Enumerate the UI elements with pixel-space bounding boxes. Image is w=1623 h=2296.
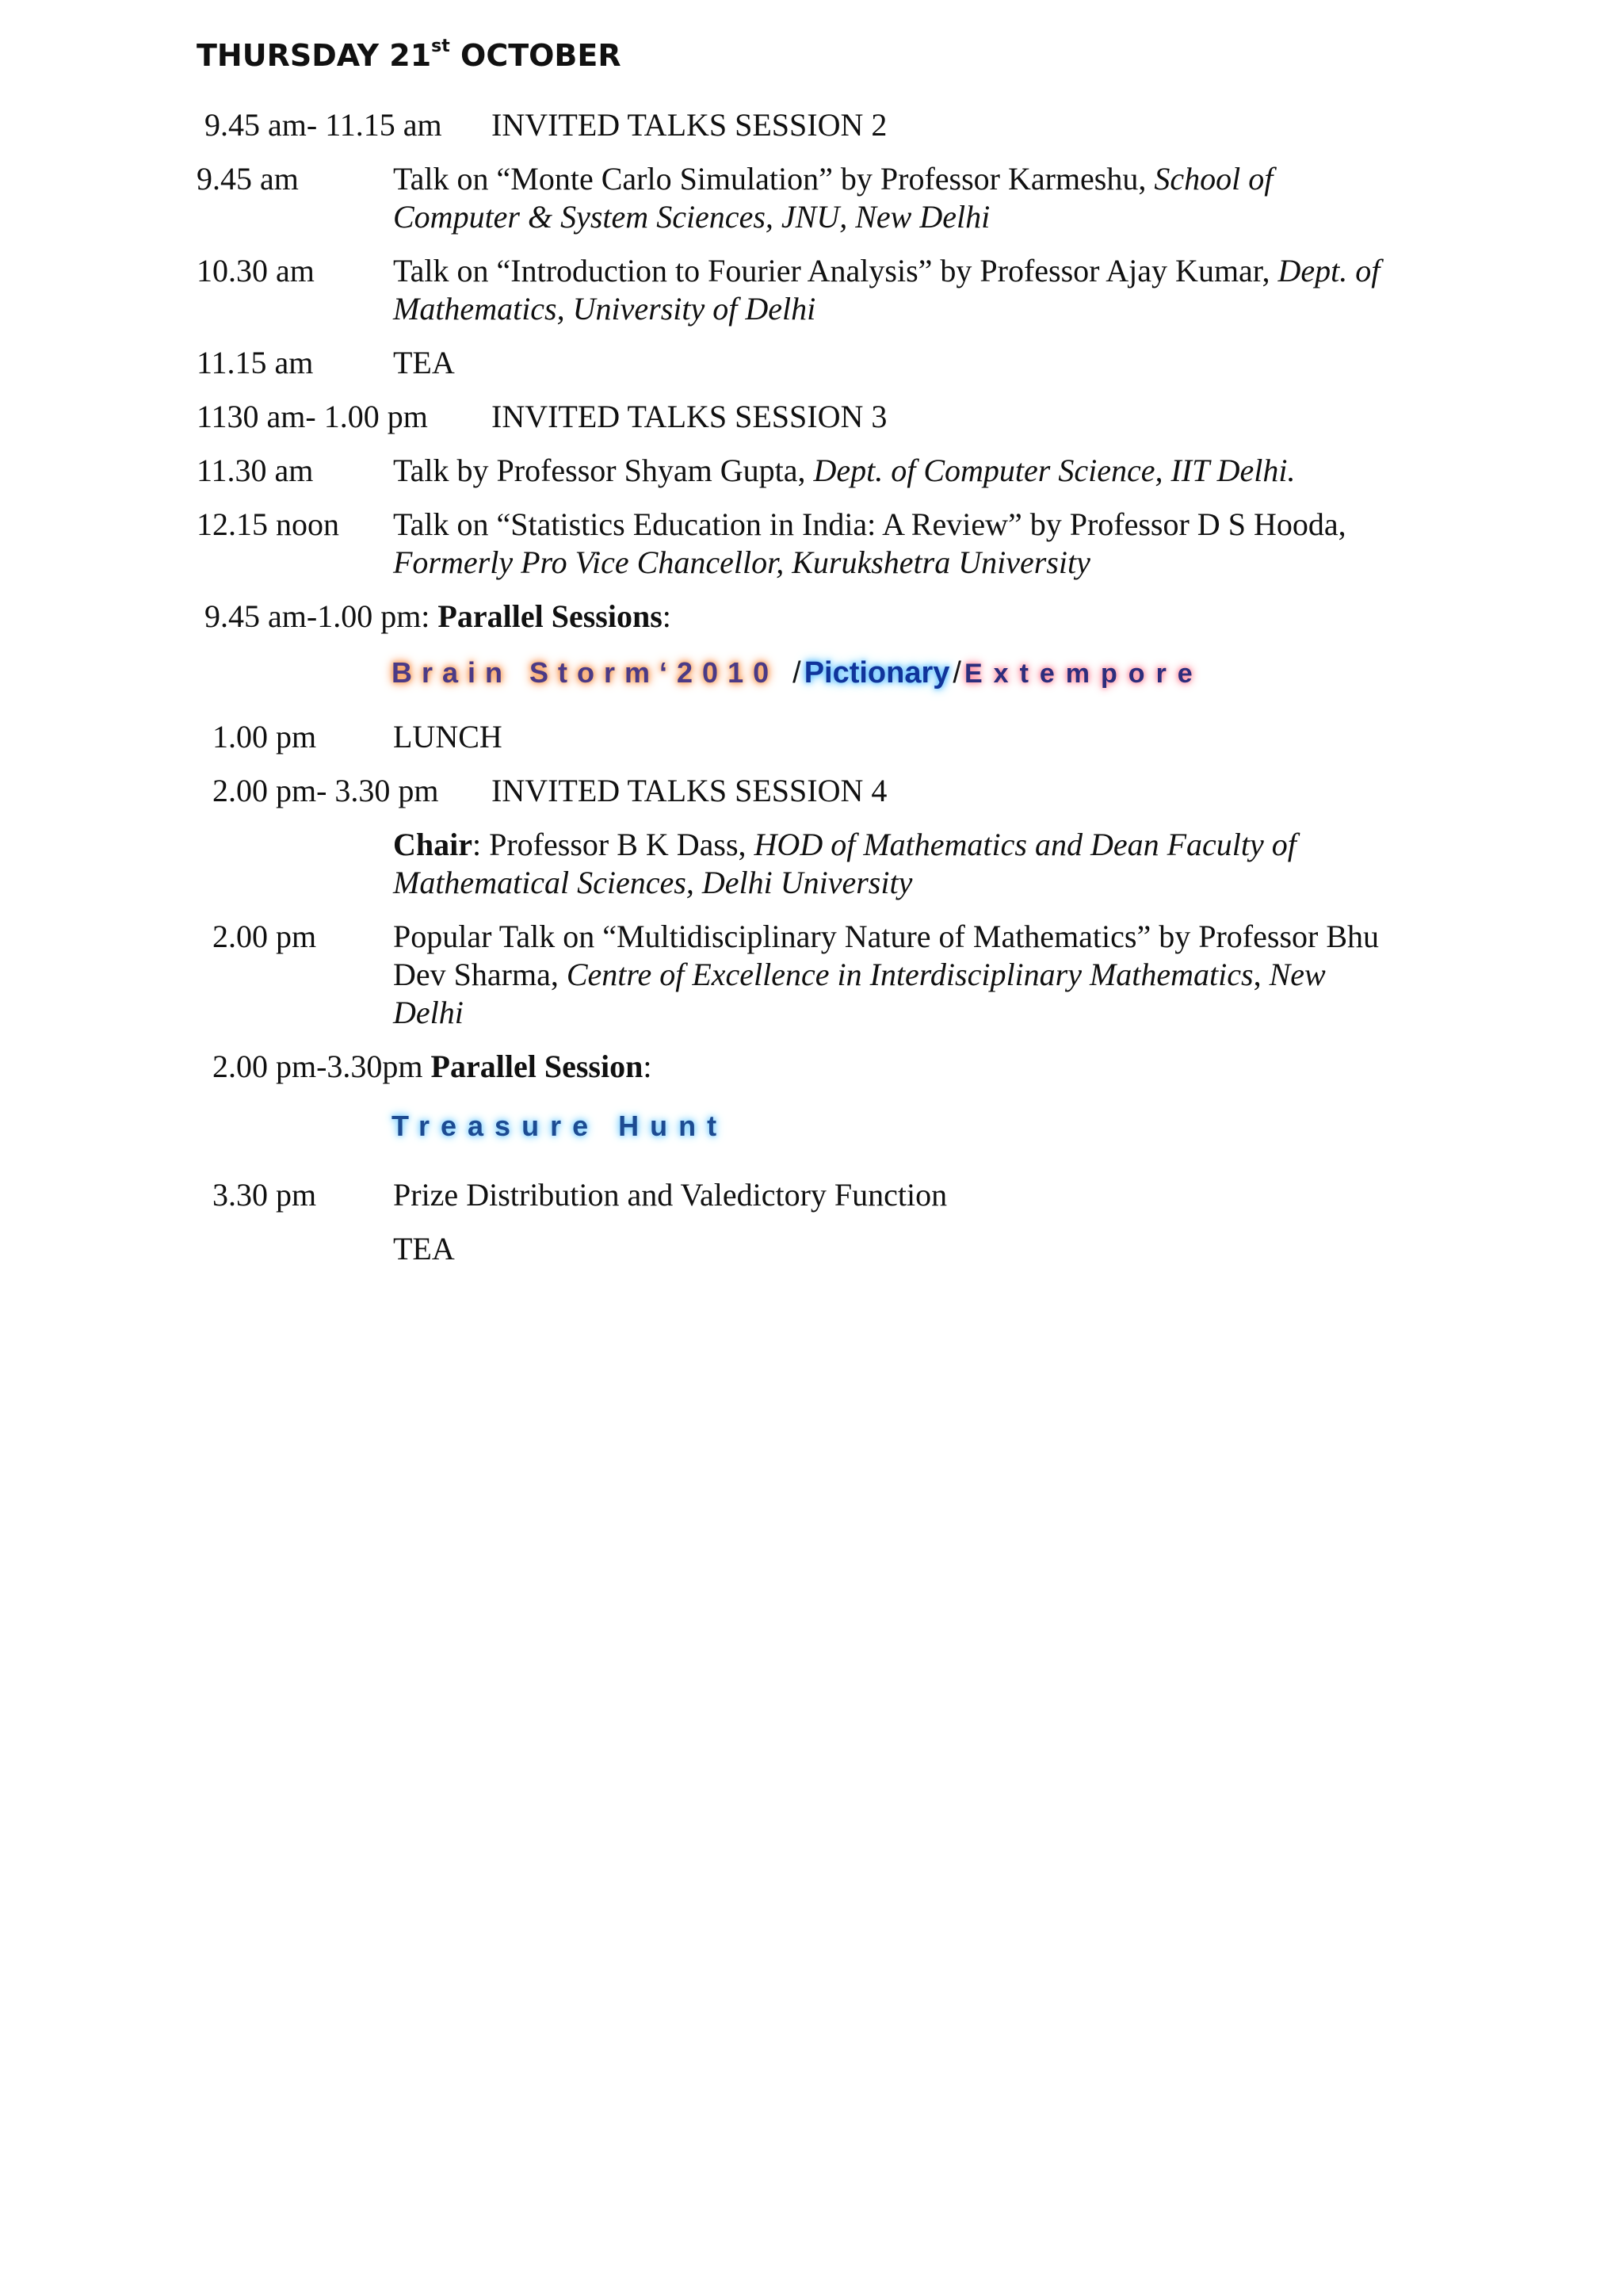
talk-time: 11.30 am xyxy=(197,453,314,488)
talk-affiliation-line xyxy=(393,198,990,236)
heading-month: OCTOBER xyxy=(460,38,621,73)
parallel-label: Parallel Session xyxy=(430,1049,643,1084)
session-time: 2.00 pm- 3.30 pm xyxy=(212,773,439,808)
talk-text: Talk on “Statistics Education in India: A Review” by Professor D S Hooda, xyxy=(393,506,1346,542)
parallel-label: Parallel Sessions xyxy=(437,598,663,634)
talk-time: 9.45 am xyxy=(197,161,299,197)
comma: , xyxy=(1253,957,1270,992)
talk-affiliation: Formerly Pro Vice Chancellor, Kurukshetra University xyxy=(393,544,1090,580)
talk-line xyxy=(393,252,1380,290)
talk-text: Talk by Professor Shyam Gupta, xyxy=(393,453,814,488)
parallel-time: 2.00 pm-3.30pm xyxy=(212,1049,431,1084)
chair-line xyxy=(393,826,1296,864)
talk-affiliation-line xyxy=(393,290,815,328)
talk-location-cont: Delhi xyxy=(393,995,464,1030)
parallel-time: 9.45 am-1.00 pm: xyxy=(204,598,438,634)
chair-affiliation-line xyxy=(393,864,912,902)
talk-line xyxy=(393,160,1273,198)
parallel-colon: : xyxy=(662,598,671,634)
talk-affiliation-line xyxy=(393,994,464,1032)
break-label: LUNCH xyxy=(393,719,502,755)
talk-affiliation-line xyxy=(393,544,1090,582)
talk-affiliation: Centre of Excellence in Interdisciplinary Mathematics xyxy=(566,957,1254,992)
talk-time: 12.15 noon xyxy=(197,506,339,542)
event-time: 3.30 pm xyxy=(212,1177,317,1213)
treasure-hunt-wordart-wrap xyxy=(391,1110,727,1143)
chair-name: : Professor B K Dass, xyxy=(472,827,754,862)
session-time: 9.45 am- 11.15 am xyxy=(204,107,442,143)
heading-sup: st xyxy=(431,36,450,57)
break-time: 11.15 am xyxy=(197,345,314,380)
separator-slash: / xyxy=(792,656,801,690)
session-title: INVITED TALKS SESSION 2 xyxy=(491,107,888,143)
talk-time: 10.30 am xyxy=(197,253,315,288)
brain-storm-wordart: Brain Storm‘2010 xyxy=(391,656,779,689)
talk-text: Talk on “Introduction to Fourier Analysis” by Professor Ajay Kumar, xyxy=(393,253,1278,288)
break-label: TEA xyxy=(393,345,455,380)
speaker-name: Dev Sharma, xyxy=(393,957,567,992)
session-title: INVITED TALKS SESSION 3 xyxy=(491,399,888,434)
talk-affiliation: Dept. of xyxy=(1277,253,1381,288)
talk-line xyxy=(393,956,1326,994)
page-title xyxy=(197,38,621,73)
talk-time: 2.00 pm xyxy=(212,919,317,954)
chair-label: Chair xyxy=(393,827,472,862)
chair-affiliation: HOD of Mathematics and Dean Faculty of xyxy=(754,827,1296,862)
talk-affiliation-cont: Computer & System Sciences, JNU, New Delhi xyxy=(393,199,991,235)
event-label: Prize Distribution and Valedictory Function xyxy=(393,1177,948,1213)
talk-location: New xyxy=(1269,957,1326,992)
talk-text: Popular Talk on “Multidisciplinary Nature of Mathematics” by Professor Bhu xyxy=(393,919,1380,954)
talk-text: Talk on “Monte Carlo Simulation” by Professor Karmeshu, xyxy=(393,161,1155,197)
session-time: 1130 am- 1.00 pm xyxy=(197,399,428,434)
talk-affiliation-cont: Mathematics, University of Delhi xyxy=(393,291,816,327)
parallel-colon: : xyxy=(643,1049,652,1084)
pictionary-wordart: Pictionary xyxy=(804,656,950,690)
parallel-events-wordart xyxy=(391,656,1204,690)
talk-affiliation: Dept. of Computer Science, IIT Delhi. xyxy=(813,453,1296,488)
parallel-sessions-line xyxy=(204,598,671,636)
chair-affiliation-cont: Mathematical Sciences, Delhi University xyxy=(393,865,913,900)
parallel-session-line xyxy=(212,1048,651,1086)
break-label: TEA xyxy=(393,1231,455,1266)
heading-day: THURSDAY 21 xyxy=(197,38,432,73)
session-title: INVITED TALKS SESSION 4 xyxy=(491,773,888,808)
talk-line xyxy=(393,452,1296,490)
break-time: 1.00 pm xyxy=(212,719,317,755)
talk-affiliation: School of xyxy=(1154,161,1274,197)
treasure-hunt-wordart: Treasure Hunt xyxy=(391,1110,728,1142)
separator-slash: / xyxy=(953,656,961,690)
extempore-wordart: Extempore xyxy=(964,659,1204,689)
